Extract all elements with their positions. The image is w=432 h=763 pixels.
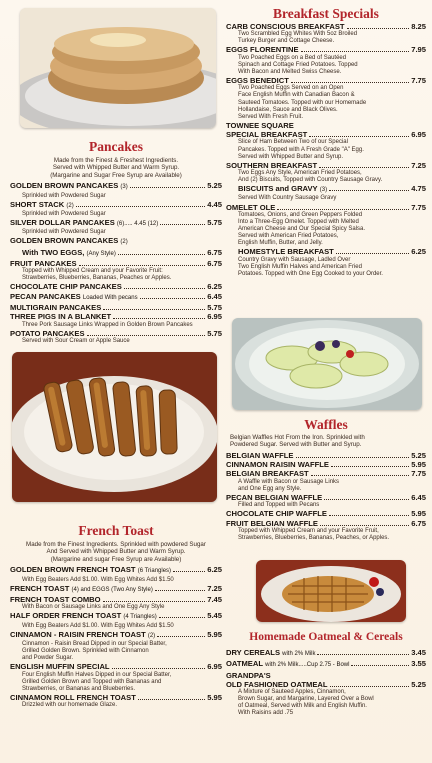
item-description: Two Scrambled Egg Whites With 5oz Broiled: [238, 31, 358, 38]
item-description: Sprinkled with Powdered Sugar: [22, 229, 106, 236]
item-description: A Mixture of Sauteed Apples, Cinnamon,: [238, 689, 346, 696]
item-description: Strawberries, Blueberries, Bananas, Peaches, or Apples.: [238, 534, 390, 541]
item-description: Brown Sugar, and Margarine, Layered Over a Bowl: [238, 696, 374, 703]
item-description: Slice of Ham Between Two of our Special: [238, 139, 348, 146]
menu-item: BELGIAN WAFFLE 5.25: [226, 450, 426, 460]
item-description: Strawberries, or Bananas and Blueberries.: [22, 685, 136, 692]
item-description: of Oatmeal, Served with Milk and English Muffin.: [238, 703, 367, 710]
item-description: Filled and Topped with Pecans: [238, 502, 320, 509]
menu-item: FRUIT BELGIAN WAFFLE 6.75: [226, 518, 426, 528]
item-description: Served with American Fried Potatoes,: [238, 233, 339, 240]
pancakes-title: Pancakes: [89, 139, 143, 154]
item-description: and Powder Sugar.: [22, 655, 74, 662]
menu-item: PECAN PANCAKES Loaded With pecans 6.45: [10, 291, 222, 301]
menu-item: HALF ORDER FRENCH TOAST (4 Triangles) 5.45: [10, 611, 222, 621]
item-description: English Muffin, Butter, and Jelly.: [238, 240, 323, 247]
item-description: Hollandaise, Sauce and Black Olives.: [238, 106, 338, 113]
menu-item: SILVER DOLLAR PANCAKES (6)..... 4.45 (12) 5.75: [10, 218, 222, 227]
menu-item: CINNAMON ROLL FRENCH TOAST 5.95: [10, 692, 222, 702]
menu-item: EGGS FLORENTINE 7.95: [226, 45, 426, 55]
item-description: With Egg Beaters Add $1.00. With Egg Whites Add $1.50: [22, 622, 174, 629]
pancakes-photo: [20, 8, 216, 128]
item-description: Sprinkled with Powdered Sugar: [22, 192, 106, 199]
waffles-intro-1: Belgian Waffles Hot From the Iron. Sprinkled with: [230, 434, 365, 441]
menu-item: THREE PIGS IN A BLANKET 6.95: [10, 312, 222, 322]
menu-item: CARB CONSCIOUS BREAKFAST 8.25: [226, 22, 426, 31]
item-description: And (2) Biscuits, Topped with Country Sausage Gravy.: [238, 177, 383, 184]
waffles-intro-2: Powdered Sugar. Served with Butter and Syrup.: [230, 441, 362, 449]
item-description: Two Poached Eggs on a Bed of Sautéed: [238, 54, 347, 61]
menu-item: DRY CEREALS with 2% Milk 3.45: [226, 648, 426, 657]
item-description: Served With Fresh Fruit.: [238, 113, 304, 120]
item-description: Four English Muffin Halves Dipped in our Special Batter,: [22, 671, 172, 678]
menu-item: SPECIAL BREAKFAST 6.95: [226, 130, 426, 140]
item-description: Into a Three-Egg Omelet. Topped with Melted: [238, 218, 359, 225]
menu-item: SHORT STACK (2) 4.45: [10, 199, 222, 209]
item-description: Served with Whipped Butter and Syrup.: [238, 153, 344, 160]
menu-item: HOMESTYLE BREAKFAST 6.25: [238, 247, 426, 257]
menu-item: OMELET OLE 7.75: [226, 202, 426, 212]
item-description: Topped with Whipped Cream and your Favorite Fruit:: [22, 268, 163, 275]
menu-item: FRUIT PANCAKES 6.75: [10, 258, 222, 268]
menu-item: CINNAMON RAISIN WAFFLE 5.95: [226, 460, 426, 470]
item-description: Two Poached Eggs Served on an Open: [238, 85, 344, 92]
item-description: and One Egg any Style.: [238, 485, 302, 492]
item-description: Three Pork Sausage Links Wrapped in Golden Brown Pancakes: [22, 321, 193, 328]
item-description: Face English Muffin with Canadian Bacon &: [238, 92, 355, 99]
menu-item: OLD FASHIONED OATMEAL 5.25: [226, 679, 426, 689]
menu-item: EGGS BENEDICT 7.75: [226, 76, 426, 86]
item-description: With Bacon or Sausage Links and One Egg Any Style: [22, 604, 165, 611]
french-toast-title: French Toast: [78, 523, 154, 538]
pancakes-intro-2: Served with Whipped Butter and Warm Syrup.: [52, 164, 180, 172]
menu-item: GRANDPA'S: [226, 670, 271, 680]
item-description: Turkey Burger and Cottage Cheese.: [238, 38, 335, 45]
menu-item: SOUTHERN BREAKFAST 7.25: [226, 160, 426, 170]
menu-item: BISCUITS and GRAVY (3) 4.75: [238, 184, 426, 194]
item-description: Strawberries, Blueberries, Bananas, Peaches or Apples.: [22, 275, 172, 282]
menu-item: POTATO PANCAKES 5.75: [10, 328, 222, 338]
menu-item: FRENCH TOAST COMBO 7.45: [10, 594, 222, 604]
item-description: Tomatoes, Onions, and Green Peppers Folded: [238, 211, 363, 218]
oatmeal-title: Homemade Oatmeal & Cereals: [249, 631, 403, 643]
menu-item: ENGLISH MUFFIN SPECIAL 6.95: [10, 662, 222, 672]
item-description: With Bacon and Melted Swiss Cheese.: [238, 68, 342, 75]
item-description: Drizzled with our homemade Glaze.: [22, 702, 118, 709]
french-toast-photo: [12, 352, 217, 502]
french-toast-intro-1: Made from the Finest Ingredients. Sprinkled with powdered Sugar: [26, 541, 206, 548]
menu-item: BELGIAN BREAKFAST 7.75: [226, 469, 426, 479]
item-description: With Egg Beaters Add $1.00. With Egg Whites Add $1.50: [22, 576, 174, 583]
menu-item: CHOCOLATE CHIP PANCAKES 6.25: [10, 282, 222, 292]
menu-item: GOLDEN BROWN PANCAKES (3) 5.25: [10, 181, 222, 191]
item-description: With Raisins add .75: [238, 710, 294, 717]
item-description: Two English Muffin Halves and American Fried: [238, 263, 362, 270]
item-description: Sauteed Tomatoes. Topped with our Homemade: [238, 99, 367, 106]
menu-item: OATMEAL with 2% Milk.....Cup 2.75 - Bowl 3.55: [226, 659, 426, 669]
item-description: Cinnamon - Raisin Bread Dipped in our Special Batter,: [22, 640, 167, 647]
item-description: American Cheese and Our Special Spicy Salsa.: [238, 226, 366, 233]
item-description: Served With Country Sausage Gravy: [238, 195, 337, 202]
item-description: Country Gravy with Sausage, Ladled Over: [238, 256, 351, 263]
waffles-title: Waffles: [304, 417, 348, 432]
item-description: Spinach and Cottage Fried Potatoes. Topped: [238, 61, 358, 68]
breakfast-specials-title: Breakfast Specials: [273, 6, 379, 21]
menu-item: GOLDEN BROWN FRENCH TOAST (6 Triangles) 6.25: [10, 565, 222, 575]
french-toast-intro-3: (Margarine and sugar Free Syrup are Available): [50, 555, 182, 563]
menu-item: PECAN BELGIAN WAFFLE 6.45: [226, 492, 426, 502]
item-description: Grilled Golden Brown and Topped with Bananas and: [22, 678, 162, 685]
item-description: Pancakes. Topped with A Fresh Grade "A" Egg.: [238, 146, 364, 153]
menu-item: CHOCOLATE CHIP WAFFLE 5.95: [226, 509, 426, 519]
pancakes-intro-3: (Margarine and Sugar Free Syrup are Available): [50, 171, 182, 179]
menu-item: CINNAMON - RAISIN FRENCH TOAST (2) 5.95: [10, 629, 222, 639]
menu-item: MULTIGRAIN PANCAKES 5.75: [10, 303, 222, 313]
waffle-photo: [256, 560, 406, 622]
item-description: Topped with Whipped Cream and your Favorite Fruit,: [238, 527, 379, 534]
menu-item: GOLDEN BROWN PANCAKES (2): [10, 236, 128, 246]
menu-item: With TWO EGGS, (Any Style) 6.75: [22, 247, 222, 257]
item-description: Grilled Golden Brown. Sprinkled with Cinnamon: [22, 648, 149, 655]
item-description: Two Eggs Any Style, American Fried Potatoes,: [238, 170, 362, 176]
fruit-plate-photo: [232, 318, 422, 410]
pancakes-intro-1: Made from the Finest & Freshest Ingredients.: [53, 157, 179, 164]
item-description: A Waffle with Bacon or Sausage Links: [238, 478, 340, 485]
menu-item: FRENCH TOAST (4) and EGGS (Two Any Style) 7.25: [10, 583, 222, 593]
menu-item: TOWNEE SQUARE: [226, 120, 294, 130]
french-toast-intro-2: And Served with Whipped Butter and Warm Syrup.: [46, 548, 186, 556]
item-description: Served with Sour Cream or Apple Sauce: [22, 338, 130, 345]
item-description: Potatoes. Topped with One Egg Cooked to your Order.: [238, 270, 383, 277]
item-description: Sprinkled with Powdered Sugar: [22, 210, 106, 217]
